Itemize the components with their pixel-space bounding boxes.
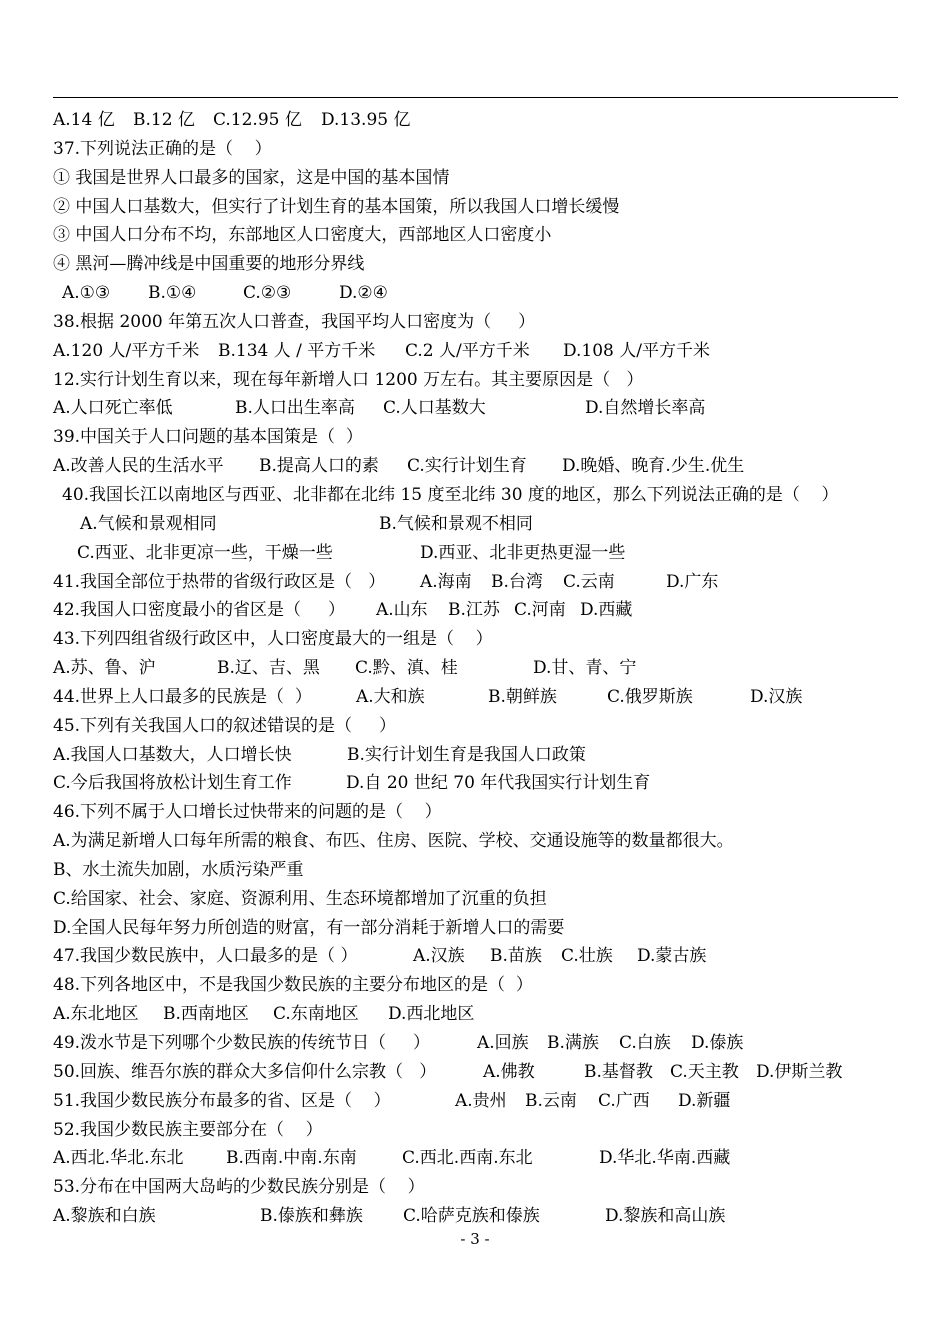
text-line	[0, 135, 950, 164]
line-text: B、水土流失加剧，水质污染严重	[53, 859, 304, 880]
line-text: A.东北地区	[53, 1004, 139, 1025]
answer-option: C.人口基数大	[383, 398, 486, 419]
answer-option: B.西南地区	[163, 1004, 249, 1025]
answer-option: C.俄罗斯族	[607, 686, 693, 707]
text-line	[0, 106, 950, 135]
answer-option: A.山东	[376, 600, 428, 621]
answer-option: C.黔、滇、桂	[355, 658, 458, 679]
line-text: C.今后我国将放松计划生育工作	[53, 773, 292, 794]
answer-option: C.河南	[514, 600, 566, 621]
text-line	[0, 769, 950, 798]
answer-option: D.自然增长率高	[585, 398, 706, 419]
answer-option: B.苗族	[490, 946, 542, 967]
answer-option: A.海南	[420, 571, 472, 592]
line-text: A.为满足新增人口每年所需的粮食、布匹、住房、医院、学校、交通设施等的数量都很大。	[53, 831, 734, 852]
answer-option: C.天主教	[670, 1061, 739, 1082]
line-text: A.改善人民的生活水平	[53, 456, 224, 477]
answer-option: C.白族	[619, 1033, 671, 1053]
answer-option: C.哈萨克族和傣族	[403, 1206, 540, 1227]
line-text: A.我国人口基数大，人口增长快	[53, 744, 292, 765]
text-line	[0, 1087, 950, 1116]
text-line	[0, 452, 950, 481]
line-text: 42.我国人口密度最小的省区是（ ）	[53, 600, 346, 621]
answer-option: D.甘、青、宁	[533, 658, 637, 679]
answer-option: A.大和族	[356, 686, 425, 707]
line-text: 40.我国长江以南地区与西亚、北非都在北纬 15 度至北纬 30 度的地区，那么下列说法正确的是（ ）	[62, 484, 839, 505]
text-line	[0, 1173, 950, 1202]
answer-option: C.壮族	[561, 946, 613, 967]
answer-option: B.江苏	[448, 600, 500, 621]
answer-option: B.傣族和彝族	[260, 1206, 363, 1227]
answer-option: B.云南	[525, 1090, 577, 1111]
line-text: A.黎族和白族	[53, 1206, 156, 1227]
answer-option: D.华北.华南.西藏	[599, 1148, 731, 1169]
line-text: 47.我国少数民族中，人口最多的是（ ）	[53, 946, 358, 967]
answer-option: B.人口出生率高	[235, 398, 355, 419]
answer-option: D.广东	[666, 571, 719, 592]
answer-option: B.基督教	[584, 1061, 653, 1082]
text-line	[0, 1116, 950, 1145]
line-text: 52.我国少数民族主要部分在（ ）	[53, 1119, 323, 1140]
answer-option: B.西南.中南.东南	[226, 1148, 357, 1169]
answer-option: D.蒙古族	[637, 946, 707, 967]
text-line	[0, 481, 950, 510]
text-line	[0, 337, 950, 366]
text-line	[0, 625, 950, 654]
text-line	[0, 596, 950, 625]
answer-option: B.台湾	[491, 571, 543, 592]
answer-option: D.新疆	[678, 1090, 731, 1111]
text-line	[0, 221, 950, 250]
line-text: D.全国人民每年努力所创造的财富，有一部分消耗于新增人口的需要	[53, 917, 565, 938]
answer-option: C.②③	[243, 283, 292, 304]
line-text: A.人口死亡率低	[53, 398, 173, 419]
line-text: 41.我国全部位于热带的省级行政区是（ ）	[53, 571, 386, 592]
answer-option: C.西北.西南.东北	[402, 1148, 533, 1169]
line-text: 39.中国关于人口问题的基本国策是（ ）	[53, 427, 363, 448]
answer-option: D.西藏	[580, 600, 633, 621]
header-rule	[53, 97, 898, 98]
line-text: A.苏、鲁、沪	[53, 658, 156, 679]
text-line	[0, 423, 950, 452]
answer-option: B.实行计划生育是我国人口政策	[347, 744, 586, 765]
answer-option: D.自 20 世纪 70 年代我国实行计划生育	[346, 773, 651, 794]
line-text: 38.根据 2000 年第五次人口普查，我国平均人口密度为（ ）	[53, 311, 536, 332]
answer-option: C.东南地区	[273, 1004, 359, 1025]
answer-option: D.黎族和高山族	[605, 1206, 726, 1227]
text-line	[0, 885, 950, 914]
line-text: C.给国家、社会、家庭、资源利用、生态环境都增加了沉重的负担	[53, 888, 547, 909]
answer-option: B.134 人 / 平方千米	[218, 340, 376, 361]
text-line	[0, 510, 950, 539]
answer-option: A.汉族	[413, 946, 465, 967]
text-line	[0, 971, 950, 1000]
text-line	[0, 1058, 950, 1087]
line-text: 46.下列不属于人口增长过快带来的问题的是（ ）	[53, 802, 442, 823]
line-text: 49.泼水节是下列哪个少数民族的传统节日（ ）	[53, 1033, 431, 1053]
text-line	[0, 683, 950, 712]
answer-option: B.12 亿	[133, 110, 195, 130]
text-line	[0, 164, 950, 193]
answer-option: C.广西	[598, 1090, 650, 1111]
answer-option: A.贵州	[455, 1090, 507, 1111]
text-line	[0, 654, 950, 683]
text-line	[0, 942, 950, 971]
answer-option: D.西北地区	[388, 1004, 475, 1025]
answer-option: A.回族	[477, 1033, 529, 1053]
answer-option: D.晚婚、晚育.少生.优生	[562, 456, 745, 477]
answer-option: D.13.95 亿	[321, 110, 411, 130]
line-text: ② 中国人口基数大，但实行了计划生育的基本国策，所以我国人口增长缓慢	[53, 196, 620, 217]
text-line	[0, 1029, 950, 1058]
text-line	[0, 1000, 950, 1029]
answer-option: D.傣族	[691, 1033, 744, 1053]
text-line	[0, 798, 950, 827]
text-line	[0, 279, 950, 308]
answer-option: C.2 人/平方千米	[405, 340, 530, 361]
line-text: ③ 中国人口分布不均，东部地区人口密度大，西部地区人口密度小	[53, 225, 552, 246]
line-text: A.气候和景观相同	[80, 513, 217, 534]
question-list	[0, 106, 950, 1231]
line-text: A.14 亿	[53, 110, 115, 130]
answer-option: C.12.95 亿	[213, 110, 302, 130]
line-text: 53.分布在中国两大岛屿的少数民族分别是（ ）	[53, 1177, 425, 1198]
line-text: A.120 人/平方千米	[53, 340, 200, 361]
answer-option: D.西亚、北非更热更湿一些	[420, 542, 626, 563]
answer-option: A.佛教	[483, 1061, 535, 1082]
text-line	[0, 856, 950, 885]
line-text: 44.世界上人口最多的民族是（ ）	[53, 686, 312, 707]
text-line	[0, 827, 950, 856]
line-text: 51.我国少数民族分布最多的省、区是（ ）	[53, 1090, 391, 1111]
text-line	[0, 1144, 950, 1173]
answer-option: C.实行计划生育	[407, 456, 527, 477]
line-text: 12.实行计划生育以来，现在每年新增人口 1200 万左右。其主要原因是（ ）	[53, 369, 644, 390]
line-text: 45.下列有关我国人口的叙述错误的是（ ）	[53, 715, 397, 736]
text-line	[0, 250, 950, 279]
line-text: 37.下列说法正确的是（ ）	[53, 138, 272, 159]
answer-option: D.伊斯兰教	[756, 1061, 843, 1082]
answer-option: D.108 人/平方千米	[563, 340, 711, 361]
line-text: 50.回族、维吾尔族的群众大多信仰什么宗教（ ）	[53, 1061, 437, 1082]
answer-option: C.云南	[563, 571, 615, 592]
line-text: A.西北.华北.东北	[53, 1148, 184, 1169]
text-line	[0, 914, 950, 943]
line-text: ④ 黑河—腾冲线是中国重要的地形分界线	[53, 254, 365, 275]
text-line	[0, 308, 950, 337]
text-line	[0, 539, 950, 568]
line-text: C.西亚、北非更凉一些，干燥一些	[77, 542, 333, 563]
text-line	[0, 394, 950, 423]
answer-option: B.满族	[547, 1033, 599, 1053]
line-text: 43.下列四组省级行政区中，人口密度最大的一组是（ ）	[53, 629, 493, 650]
answer-option: D.②④	[339, 283, 388, 304]
text-line	[0, 741, 950, 770]
answer-option: B.①④	[148, 283, 197, 304]
text-line	[0, 712, 950, 741]
answer-option: B.辽、吉、黑	[217, 658, 320, 679]
answer-option: B.气候和景观不相同	[379, 513, 533, 534]
answer-option: B.朝鲜族	[488, 686, 557, 707]
line-text: A.①③	[62, 283, 111, 304]
answer-option: D.汉族	[750, 686, 803, 707]
text-line	[0, 366, 950, 395]
text-line	[0, 1202, 950, 1231]
line-text: ① 我国是世界人口最多的国家，这是中国的基本国情	[53, 167, 450, 188]
text-line	[0, 193, 950, 222]
line-text: 48.下列各地区中，不是我国少数民族的主要分布地区的是（ ）	[53, 975, 533, 996]
text-line	[0, 568, 950, 597]
page-number: - 3 -	[460, 1230, 490, 1248]
answer-option: B.提高人口的素	[259, 456, 379, 477]
